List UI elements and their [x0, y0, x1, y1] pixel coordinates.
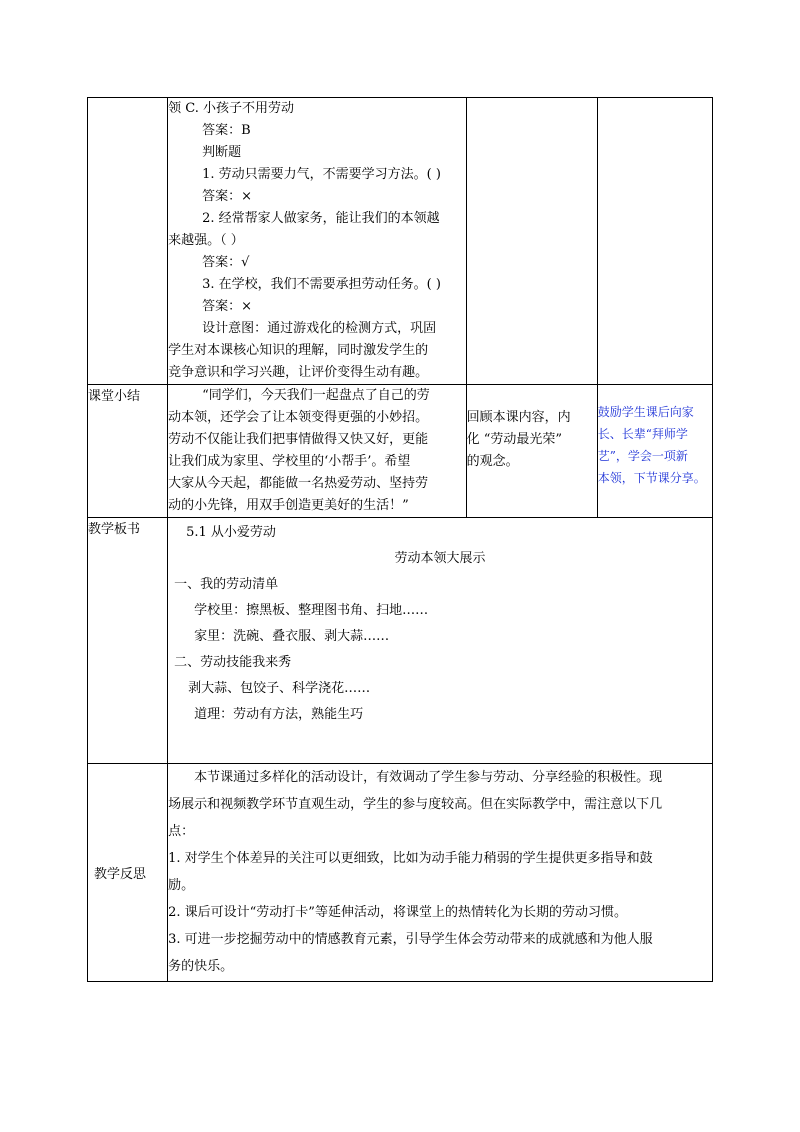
activity-label-cell: [88, 98, 168, 385]
reflection-label: 教学反思: [88, 764, 168, 982]
reflection-point-1: 1. 对学生个体差异的关注可以更细致，比如为动手能力稍弱的学生提供更多指导和鼓: [168, 851, 653, 866]
lesson-plan-table: [87, 97, 713, 982]
summary-line: 大家从今天起，都能做一名热爱劳动、坚持劳: [168, 476, 429, 491]
reflection-point-3: 3. 可进一步挖掘劳动中的情感教育元素，引导学生体会劳动带来的成就感和为他人服: [168, 932, 653, 947]
reflection-point-1-cont: 励。: [168, 878, 195, 893]
board-skills: 剥大蒜、包饺子、科学浇花……: [188, 681, 371, 696]
board-center-title: 劳动本领大展示: [394, 551, 486, 566]
reflection-point-3-cont: 务的快乐。: [168, 959, 234, 974]
activity-row: [88, 98, 713, 385]
answer-line: 答案：×: [202, 189, 253, 204]
design-intent-line: 竞争意识和学习兴趣，让评价变得生动有趣。: [168, 365, 429, 380]
answer-line: 答案：√: [202, 255, 250, 270]
activity-content-cell: [168, 98, 466, 385]
intent-line: 艺”，学会一项新: [597, 449, 688, 463]
board-home-list: 家里：洗碗、叠衣服、剥大蒜……: [194, 629, 390, 644]
board-section-1: 一、我的劳动清单: [174, 577, 279, 592]
summary-row: [88, 385, 713, 518]
intent-line: 本领，下节课分享。: [597, 471, 706, 485]
answer-line: 答案：B: [202, 123, 251, 138]
design-intent-line: 设计意图：通过游戏化的检测方式，巩固: [202, 321, 437, 336]
judge-question-3: 3. 在学校，我们不需要承担劳动任务。( ): [202, 277, 441, 292]
summary-line: 劳动不仅能让我们把事情做得又快又好，更能: [168, 432, 429, 447]
reflection-line: 本节课通过多样化的活动设计，有效调动了学生参与劳动、分享经验的积极性。现: [194, 770, 663, 785]
reflection-line: 场展示和视频教学环节直观生动，学生的参与度较高。但在实际教学中，需注意以下几: [168, 797, 663, 812]
intent-line: 鼓励学生课后向家: [597, 405, 694, 419]
board-row: [88, 518, 713, 764]
student-activity-line: 的观念。: [466, 454, 519, 469]
question-option-c: 领 C. 小孩子不用劳动: [168, 101, 295, 116]
intent-line: 长、长辈“拜师学: [597, 427, 688, 441]
design-intent-line: 学生对本课核心知识的理解，同时激发学生的: [168, 343, 429, 358]
reflection-point-2: 2. 课后可设计“劳动打卡”等延伸活动，将课堂上的热情转化为长期的劳动习惯。: [168, 905, 627, 920]
summary-line: 动的小先锋，用双手创造更美好的生活！”: [168, 498, 409, 513]
board-lesson-title: 5.1 从小爱劳动: [186, 525, 276, 540]
answer-line: 答案：×: [202, 299, 253, 314]
summary-student-cell: [466, 385, 597, 518]
summary-intent-cell: [597, 385, 712, 518]
activity-intent-cell: [597, 98, 712, 385]
judge-question-1: 1. 劳动只需要力气，不需要学习方法。( ): [202, 167, 441, 182]
judge-heading: 判断题: [202, 145, 242, 160]
activity-student-cell: [466, 98, 597, 385]
summary-label: 课堂小结: [88, 385, 168, 518]
judge-question-2-cont: 来越强。（ ）: [168, 233, 244, 248]
reflection-content-cell: [168, 764, 713, 982]
student-activity-line: 化 “劳动最光荣”: [466, 432, 563, 447]
judge-question-2: 2. 经常帮家人做家务，能让我们的本领越: [202, 211, 440, 226]
summary-teacher-cell: [168, 385, 466, 518]
board-school-list: 学校里：擦黑板、整理图书角、扫地……: [194, 603, 429, 618]
reflection-line: 点：: [168, 824, 195, 839]
summary-line: “同学们，今天我们一起盘点了自己的劳: [202, 388, 430, 403]
board-label: 教学板书: [88, 518, 168, 764]
summary-line: 动本领，还学会了让本领变得更强的小妙招。: [168, 410, 429, 425]
board-section-2: 二、劳动技能我来秀: [174, 655, 292, 670]
summary-line: 让我们成为家里、学校里的‘小帮手’。希望: [168, 454, 411, 469]
board-principle: 道理：劳动有方法，熟能生巧: [194, 707, 364, 722]
board-content-cell: [168, 518, 713, 764]
student-activity-line: 回顾本课内容，内: [466, 410, 571, 425]
reflection-row: [88, 764, 713, 982]
